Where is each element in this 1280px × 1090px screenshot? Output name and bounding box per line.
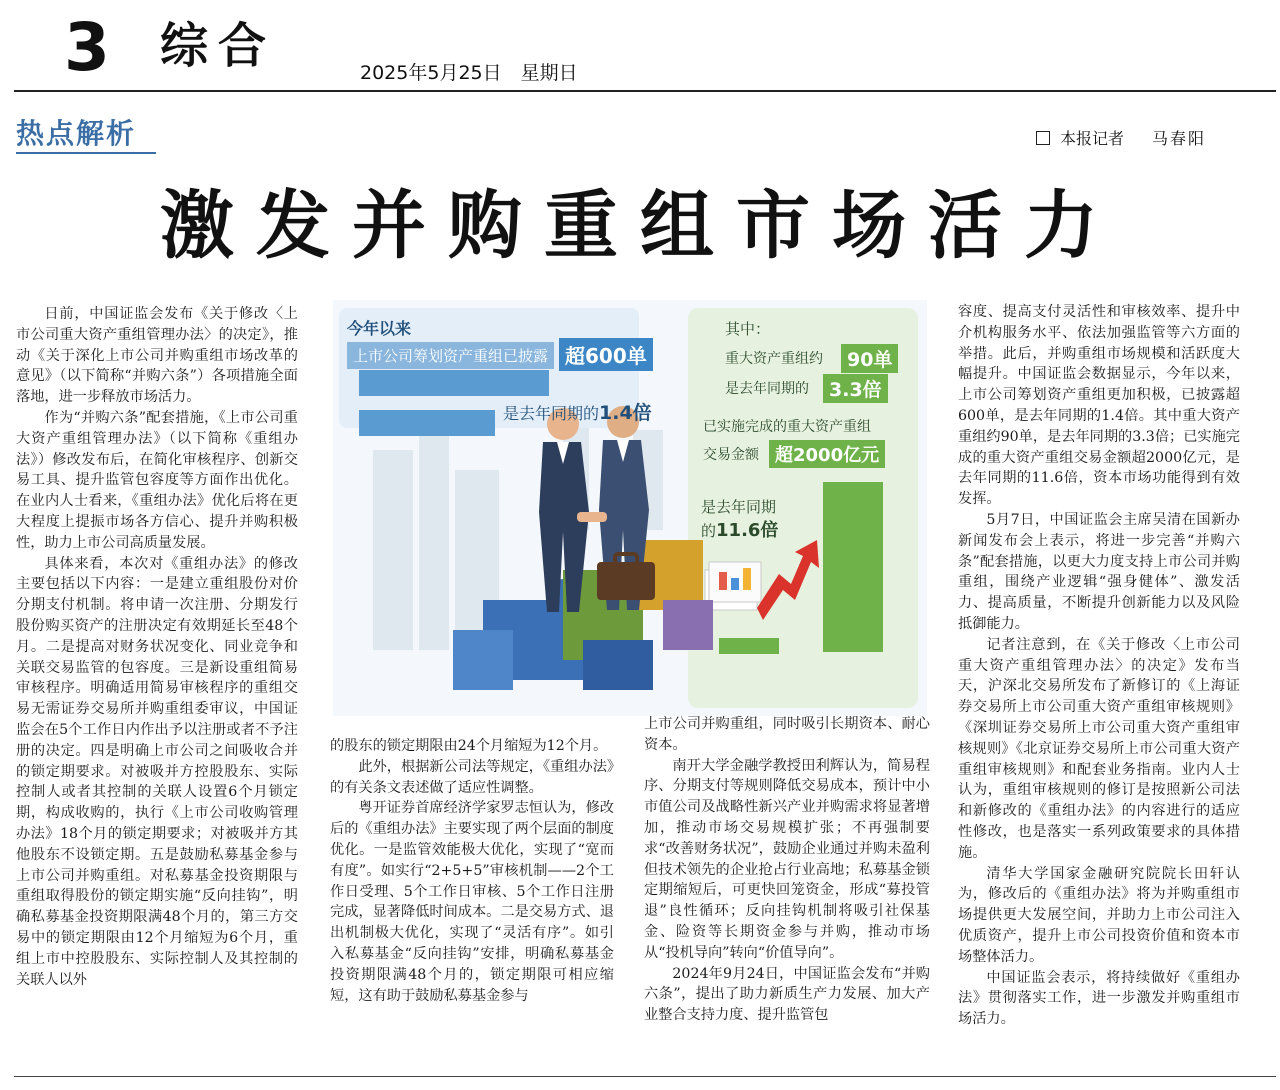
document-stack-icon [705, 562, 761, 610]
section-name: 综合 [160, 18, 277, 74]
byline-name: 马春阳 [1152, 129, 1207, 148]
paragraph: 南开大学金融学教授田利辉认为，简易程序、分期支付等规则降低交易成本，预计中小市值公司及战略性新兴产业并购需求将显著增加，推动市场交易规模扩张；不再强制要求“改善财务状况”，鼓励企业通过并购未盈利但技术领先的企业抢占行业高地；私募基金锁定期缩短后，可更快回笼资金，形成“募投管退”良性循环；反向挂钩机制将吸引社保基金、险资等长期资金参与并购，推动市场从“投机导向”转向“价值导向”。 [644, 757, 930, 961]
info-yoy-label: 是去年同期的 [503, 404, 600, 423]
info-major-value: 90单 [841, 344, 898, 373]
issue-date: 2025年5月25日 星期日 [360, 62, 578, 84]
page-number: 3 [64, 9, 110, 86]
article-column-3 [644, 714, 930, 1026]
paragraph: 中国证监会表示，将持续做好《重组办法》贯彻落实工作，进一步激发并购重组市场活力。 [958, 969, 1240, 1028]
paragraph: 的股东的锁定期限由24个月缩短为12个月。 [330, 738, 608, 754]
paragraph: 上市公司并购重组，同时吸引长期资本、耐心资本。 [644, 716, 930, 753]
info-disclosed-value: 超600单 [559, 338, 653, 371]
paragraph: 容度、提高支付灵活性和审核效率、提升中介机构服务水平、依法加强监管等六方面的举措。此后，并购重组市场规模和活跃度大幅提升。中国证监会数据显示，今年以来，上市公司筹划资产重组更加积极，已披露超600单，是去年同期的1.4倍。其中重大资产重组约90单，是去年同期的3.3倍；已实施完成的重大资产重组交易金额超2000亿元，是去年同期的11.6倍，资本市场功能得到有效发挥。 [958, 304, 1240, 508]
paragraph: 记者注意到，在《关于修改〈上市公司重大资产重组管理办法〉的决定》发布当天，沪深北交易所发布了新修订的《上海证券交易所上市公司重大资产重组审核规则》《深圳证券交易所上市公司重大资产重组审核规则》《北京证券交易所上市公司重大资产重组审核规则》和配套业务指南。业内人士认为，重组审核规则的修订是按照新公司法和新修改的《重组办法》的内容进行的适应性修改，也是落实一系列政策要求的具体措施。 [958, 636, 1240, 861]
masthead [0, 0, 1280, 92]
infographic [333, 300, 927, 716]
byline [1036, 126, 1206, 149]
info-completed-label: 已实施完成的重大资产重组 [703, 419, 871, 435]
info-major-yoy-value: 3.3倍 [823, 374, 888, 403]
paragraph: 2024年9月24日，中国证监会发布“并购六条”，提出了助力新质生产力发展、加大产业整合支持力度、提升监管包 [644, 965, 930, 1024]
info-amount-value: 超2000亿元 [769, 440, 885, 468]
bottom-divider [14, 1076, 1276, 1077]
paragraph: 作为“并购六条”配套措施，《上市公司重大资产重组管理办法》（以下简称《重组办法》）修改发布后，在简化审核程序、创新交易工具、提升监管包容度等方面作出优化。在业内人士看来，《重组办法》优化后将在更大程度上提振市场各方信心、提升并购积极性，助力上市公司高质量发展。 [16, 409, 298, 551]
top-divider [14, 90, 1276, 92]
column-tag-underline [16, 152, 156, 154]
info-yoy [503, 398, 652, 425]
info-year-label: 今年以来 [347, 319, 412, 338]
headline: 激发并购重组市场活力 [160, 183, 1120, 269]
info-disclosed-label: 上市公司筹划资产重组已披露 [347, 342, 554, 369]
info-yoy-value: 1.4倍 [599, 402, 652, 424]
article-column-2 [330, 736, 614, 1006]
bar-amount-this-year [823, 482, 883, 652]
article-column-4 [958, 302, 1240, 1030]
article-column-1 [16, 304, 298, 990]
info-amount-yoy-prefix: 的 [701, 522, 717, 540]
byline-role: 本报记者 [1060, 129, 1125, 148]
info-amount-yoy-label: 是去年同期 [701, 498, 777, 516]
byline-box-icon [1036, 131, 1050, 145]
paragraph: 5月7日，中国证监会主席吴清在国新办新闻发布会上表示，将进一步完善“并购六条”配套措施，以更大力度支持上市公司并购重组，围绕产业逻辑“强身健体”、激发活力、提高质量，不断提升创新能力以及风险抵御能力。 [958, 511, 1240, 632]
info-amount-label: 交易金额 [703, 447, 759, 463]
column-tag: 热点解析 [16, 117, 137, 150]
info-amount-yoy-value: 11.6倍 [716, 520, 779, 541]
paragraph: 此外，根据新公司法等规定，《重组办法》的有关条文表述做了适应性调整。 [330, 758, 614, 796]
info-amount-yoy [701, 516, 778, 542]
paragraph: 日前，中国证监会发布《关于修改〈上市公司重大资产重组管理办法〉的决定》，推动《关于深化上市公司并购重组市场改革的意见》（以下简称“并购六条”）各项措施全面落地，进一步释放市场活力。 [16, 306, 298, 406]
bar-last-year [359, 410, 495, 436]
info-major-yoy-label: 是去年同期的 [725, 381, 809, 397]
info-among-label: 其中： [725, 320, 771, 338]
info-major-label: 重大资产重组约 [725, 351, 823, 367]
bar-amount-last-year [719, 638, 779, 654]
paragraph: 清华大学国家金融研究院院长田轩认为，修改后的《重组办法》将为并购重组市场提供更大发展空间，并助力上市公司注入优质资产，提升上市公司投资价值和资本市场整体活力。 [958, 865, 1240, 965]
bar-this-year [359, 370, 549, 396]
paragraph: 粤开证券首席经济学家罗志恒认为，修改后的《重组办法》主要实现了两个层面的制度优化。一是监管效能极大优化，实现了“宽而有度”。如实行“2+5+5”审核机制——2个工作日受理、5个工作日审核、5个工作日注册完成，显著降低时间成本。二是交易方式、退出机制极大优化，实现了“灵活有序”。如引入私募基金“反向挂钩”安排，明确私募基金投资期限满48个月的，锁定期限可相应缩短，这有助于鼓励私募基金参与 [330, 800, 614, 1004]
paragraph: 具体来看，本次对《重组办法》的修改主要包括以下内容：一是建立重组股份对价分期支付机制。将申请一次注册、分期发行股份购买资产的注册决定有效期延长至48个月。二是提高对财务状况变化、同业竞争和关联交易监管的包容度。三是新设重组简易审核程序。明确适用简易审核程序的重组交易无需证券交易所并购重组委审议，中国证监会在5个工作日内作出予以注册或者不予注册的决定。四是明确上市公司之间吸收合并的锁定期要求。对被吸并方控股股东、实际控制人或者其控制的关联人设置6个月锁定期，构成收购的，执行《上市公司收购管理办法》18个月的锁定期要求；对被吸并方其他股东不设锁定期。五是鼓励私募基金参与上市公司并购重组。对私募基金投资期限与重组取得股份的锁定期实施“反向挂钩”，明确私募基金投资期限满48个月的，第三方交易中的锁定期限由12个月缩短为6个月，重组上市中控股股东、实际控制人及其控制的关联人以外 [16, 555, 298, 988]
